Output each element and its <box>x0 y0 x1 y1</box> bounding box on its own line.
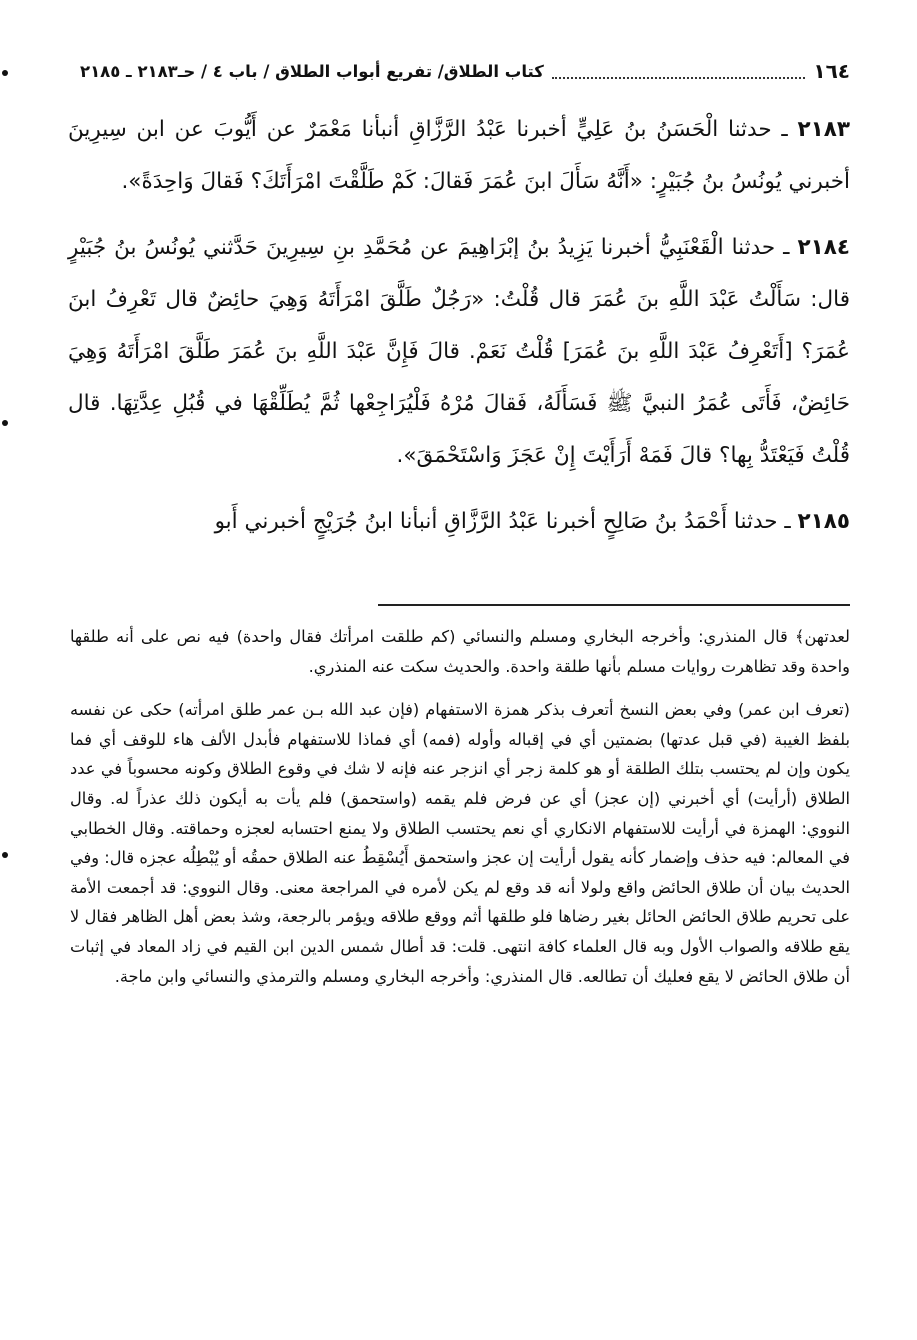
hadith-number: ٢١٨٥ <box>797 509 850 534</box>
margin-mark <box>2 852 8 858</box>
hadith-number: ٢١٨٣ <box>797 117 850 142</box>
running-header <box>80 54 850 88</box>
hadith-number: ٢١٨٤ <box>797 235 850 260</box>
hadith-paragraph <box>68 104 850 208</box>
margin-mark <box>2 70 8 76</box>
commentary-paragraph: لعدتهن﴾ قال المنذري: وأخرجه البخاري ومسلم والنسائي (كم طلقت امرأتك فقال واحدة) فيه نص على أنه طلقها واحدة وقد تظاهرت روايات مسلم بأنها طلقة واحدة. والحديث سكت عنه المنذري. <box>70 627 850 676</box>
footnote-divider <box>378 604 850 606</box>
header-title: كتاب الطلاق/ تفريع أبواب الطلاق / باب ٤ / حـ٢١٨٣ ـ ٢١٨٥ <box>80 61 544 81</box>
hadith-body: ـ حدثنا الْحَسَنُ بنُ عَلِيٍّ أخبرنا عَبْدُ الرَّزَّاقِ أنبأنا مَعْمَرٌ عن أَيُّوبَ عن ابن سِيرِينَ أخبرني يُونُسُ بنُ جُبَيْرٍ: «أَنَّهُ سَأَلَ ابنَ عُمَرَ فَقالَ: كَمْ طَلَّقْتَ امْرَأَتَكَ؟ فَقالَ وَاحِدَةً». <box>68 117 850 194</box>
hadith-body: ـ حدثنا أَحْمَدُ بنُ صَالِحٍ أخبرنا عَبْدُ الرَّزَّاقِ أنبأنا ابنُ جُرَيْجٍ أخبرني أَبو <box>214 509 798 534</box>
margin-mark <box>2 420 8 426</box>
hadith-text <box>68 104 850 562</box>
header-dot-leader <box>552 71 806 79</box>
commentary-footnotes <box>70 622 850 1005</box>
hadith-paragraph <box>68 496 850 548</box>
commentary-paragraph: (تعرف ابن عمر) وفي بعض النسخ أتعرف بذكر همزة الاستفهام (فإن عبد الله بـن عمر طلق امرأته) حكى عن نفسه بلفظ الغيبة (في قبل عدتها) بضمتين أي في إقباله وأوله (فمه) أي فماذا للاستفهام فأبدل الألف هاء للوقف أي فما يكون وإن لم يحتسب بتلك الطلقة أو هو كلمة زجر أي انزجر عنه فإنه لا شك في وقوع الطلاق وكونه محسوباً في عدد الطلاق (أرأيت) أي أخبرني (إن عجز) أي عن فرض فلم يقمه (واستحمق) فلم يأت به أيكون ذلك عذراً له. وقال النووي: الهمزة في أرأيت للاستفهام الانكاري أي نعم يحتسب الطلاق ولا يمنع احتسابه لعجزه وحماقته. وقال الخطابي في المعالم: فيه حذف وإضمار كأنه يقول أرأيت إن عجز واستحمق أَيُسْقِطُ عنه الطلاق حمقُه أو يُبْطِلُه عجزه قال: وفي الحديث بيان أن طلاق الحائض واقع ولولا أنه قد وقع لم يكن لأمره في المراجعة معنى. وقال النووي: قد أجمعت الأمة على تحريم طلاق الحائض الحائل بغير رضاها فلو طلقها أثم ووقع طلاقه ويؤمر بالرجعة، وشذ بعض أهل الظاهر فقال لا يقع طلاقه والصواب الأول وبه قال العلماء كافة انتهى. قلت: قد أطال شمس الدين ابن القيم في زاد المعاد في إثبات أن طلاق الحائض لا يقع فعليك أن تطالعه. قال المنذري: وأخرجه البخاري ومسلم والترمذي والنسائي وابن ماجة. <box>70 700 850 986</box>
hadith-paragraph <box>68 222 850 482</box>
page-number: ١٦٤ <box>813 59 850 83</box>
hadith-body: ـ حدثنا الْقَعْنَبِيُّ أخبرنا يَزِيدُ بنُ إبْرَاهِيمَ عن مُحَمَّدِ بنِ سِيرِينَ حَدَّثني يُونُسُ بنُ جُبَيْرٍ قال: سَأَلْتُ عَبْدَ اللَّهِ بنَ عُمَرَ قال قُلْتُ: «رَجُلٌ طَلَّقَ امْرَأَتَهُ وَهِيَ حائِضٌ قال تَعْرِفُ ابنَ عُمَرَ؟ [أَتَعْرِفُ عَبْدَ اللَّهِ بنَ عُمَرَ] قُلْتُ نَعَمْ. قالَ فَإِنَّ عَبْدَ اللَّهِ بنَ عُمَرَ طَلَّقَ امْرَأَتَهُ وَهِيَ حَائِضٌ، فَأَتَى عُمَرُ النبيَّ ﷺ فَسَأَلَهُ، فَقالَ مُرْهُ فَلْيُرَاجِعْها ثُمَّ يُطَلِّقْهَا في قُبُلِ عِدَّتِهَا. قال قُلْتُ فَيَعْتَدُّ بِها؟ قالَ فَمَهْ أَرَأَيْتَ إِنْ عَجَزَ وَاسْتَحْمَقَ». <box>68 235 850 468</box>
